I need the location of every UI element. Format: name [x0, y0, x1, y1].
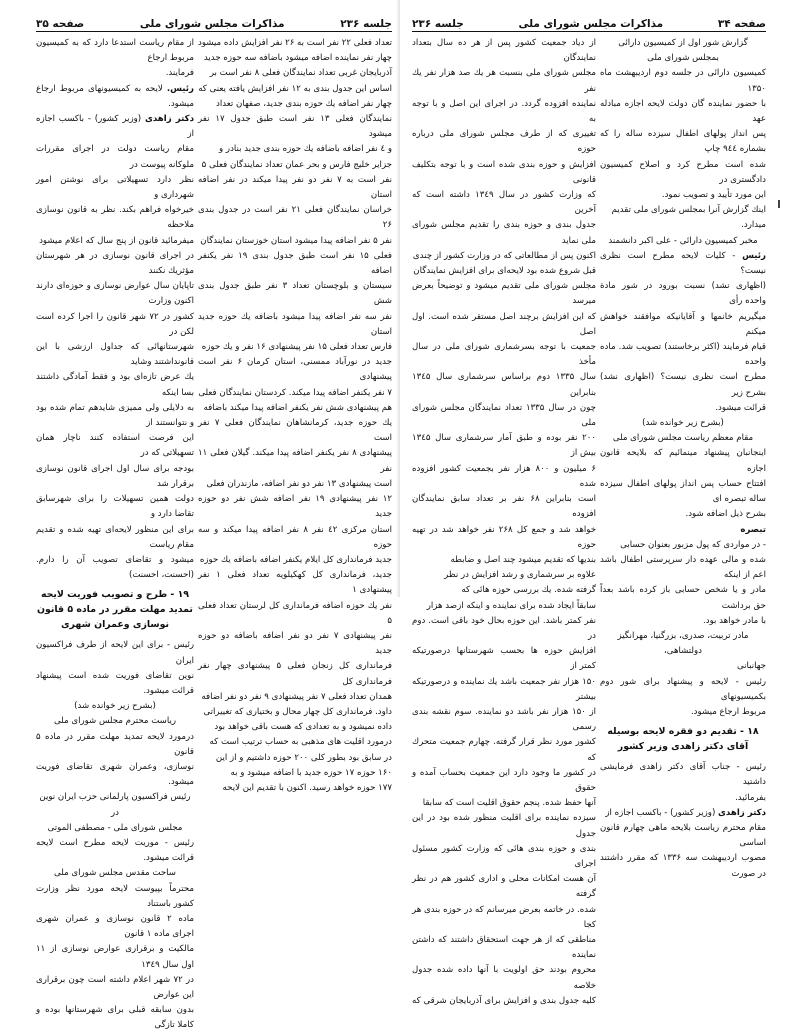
text-line: مجلس شورای ملی بنسبت هر یك صد هزار نفر یك نفر: [412, 68, 596, 94]
addressee: ریاست محترم مجلس شورای ملی: [54, 716, 176, 727]
text-line: ۱۶۰ حوزه ۱۷ حوزه جدید با اضافه میشود و به: [230, 767, 392, 778]
text-line: (اظهاری نشد) نسبت بورود در شور مادة واحده رأی: [600, 281, 766, 307]
text-line: نفر است به ۷ نفر دو نفر پیدا میکند در نفر اضافه استان: [198, 174, 393, 201]
section-heading-19: ۱۹ - طرح و تصویب فوریت لایحه تمدید مهلت مقرر در ماده ۵ قانون نوسازی وعمران شهری: [37, 589, 193, 631]
announcement: رئیس - موریت لایحه مطرح است لایحه قرائت میشود.: [36, 837, 194, 864]
text-line: کشور در ۷۲ شهر قانون را اجرا کرده است لکن در: [36, 311, 194, 337]
read-note: (بشرح زیر خوانده شد): [74, 701, 156, 712]
text-line: شده و مالی عهده دار سرپرستی اطفال باشد اعم از اینکه: [600, 554, 766, 581]
page-number: صفحه ۳۴: [717, 18, 766, 30]
text-line: چهار نفر اضافه یك حوزه بندی جدید، صفهان تعداد: [216, 98, 392, 109]
text-line: میدارد.: [741, 220, 766, 231]
text-line: ۱۵۰ هزار نفر جمعیت باشد یك نماینده و درصورتیکه بیشتر: [412, 676, 596, 702]
text-line: میگیریم خانمها و آقایانیکه موافقند خواهش میکنم: [600, 311, 766, 337]
text-line: بودجه برای سال اول اجرای قانون نوسازی برقرار شد: [36, 463, 194, 489]
signature: [36, 790, 194, 836]
paragraph: [600, 760, 766, 806]
text-line: و ٤ نفر اضافه باضافه یك حوزه بندی جدید بنادر و: [219, 144, 392, 155]
scan-mark: [778, 200, 780, 208]
text-line: رئیس فراکسیون پارلمانی حزب ایران نوین در: [39, 792, 191, 818]
text-line: بندیها که تقدیم میشود چند اصل و ضابطه: [450, 554, 596, 565]
text-line: مادر و یا شخص حسابی باز کرده باشد بعداً حق برداشت: [600, 585, 766, 611]
text-line: مصوب اردیبهشت سه ۱۳۳۶ که مقرر داشتند در صورت: [600, 853, 766, 879]
text-line: است پیشنهادی ۱۳ نفر دو نفر اضافه، مازندران فعلی: [206, 478, 392, 489]
text-line: رئیس - جناب آقای دکتر زاهدی فرمایشی داشتید: [600, 762, 766, 788]
text-line: سال ۱۳۳۵ دوم براساس سرشماری سال ۱۳٤۵ بنابراین: [412, 372, 596, 398]
text-line: استان مرکزی ٤۲ نفر ۸ نفر اضافه پیدا میکند و سه حوزه: [198, 524, 393, 550]
text-line: بندی و حوزه بندی هائی که وزارت کشور مسئول اجرای: [412, 843, 596, 869]
note-body: [600, 538, 766, 629]
running-title: مذاکرات مجلس شورای ملی: [139, 18, 285, 30]
text-line: جدید در نورآباد ممسنی، استان کرمان ۶ نفر است پیشنهادی: [198, 357, 392, 383]
text-line: که این افزایش برچند اصل مستقر شده است. اول اصل: [412, 311, 596, 337]
text-line: علاوه بر سرشماری و رشد افزایش در نظر: [444, 570, 596, 581]
text-line: فعلی ۱۵ نفر است طبق جدول بندی ۱۹ نفر یکنفر اضافه: [198, 250, 392, 277]
text-line: فرمانداری کل زنجان فعلی ۵ پیشنهادی چهار نفر فرمانداری کل: [198, 661, 392, 687]
text-line: آن هست امکانات محلی و اداری کشور هم در نظر گرفته: [412, 874, 596, 900]
text-line: در ۷۲ شهر اعلام داشته است چون برقراری این عوارض: [36, 974, 194, 1000]
session-number: جلسه ۲۳۶: [412, 18, 464, 30]
report-body: [600, 66, 766, 233]
header-rule: [412, 31, 766, 32]
text-line: تاپایان سال عوارض نوسازی و حوزه‌ای دارند اکنون وزارت: [36, 281, 194, 307]
text-line: اینك گزارش آنرا بمجلس شورای ملی تقدیم: [611, 205, 766, 216]
text-line: کلیه جدول بندی و افزایش برای آذربایجان شرقی که: [412, 995, 596, 1006]
text-line: در سابق بود بطور کلی ۲۰۰ حوزه داشتیم و از این: [215, 752, 392, 763]
text-line: ۱۷۷ حوزه خواهد رسید. اکنون با تقدیم این لایحه: [222, 782, 392, 793]
header-rule: [36, 31, 392, 32]
text-line: مربوط ارجاع میشود.: [690, 706, 766, 717]
text-line: بفرمائید.: [735, 792, 766, 803]
text-line: خواهد شد و جمع کل ۲۶۸ نفر خواهد شد در تهیه حوزه: [412, 524, 596, 550]
read-note: (بشرح زیر خوانده شد): [642, 418, 724, 429]
text-line: برای این منظور لایحه‌ای تهیه شده و تقدیم مقام ریاست: [36, 524, 194, 550]
right-page-right-column: [600, 36, 766, 882]
note-paragraph: [600, 523, 766, 538]
note-label: تبصره: [740, 524, 766, 535]
text-line: با مادر خواهد بود.: [703, 615, 766, 626]
request-paragraph: [36, 730, 194, 791]
text-line: نفر سه نفر اضافه پیدا میشود باضافه یك حوزه جدید استان: [198, 311, 392, 337]
text-line: محترماً بپیوست لایحه مورد نظر وزارت کشور باستناد: [36, 883, 194, 909]
text-line: آذربایجان غربی تعداد نمایندگان فعلی ۸ نفر است بر: [209, 68, 392, 79]
paragraph: [36, 882, 194, 1034]
paragraph: رئیس - کلیات لایحه مطرح است نظری نیست؟: [600, 250, 766, 277]
text-line: یك عرض تازه‌ای بود و فقط آمادگی داشتند بسا اینکه: [36, 372, 194, 398]
addressee: ساحت مقدس مجلس شورای ملی: [54, 868, 176, 879]
text-line: تغییری که از طرف مجلس شورای ملی درباره حوزه: [412, 129, 596, 155]
intro-paragraph: [36, 36, 194, 82]
text-line: اکنون پس از مطالعاتی که در وزارت کشور از چندی: [412, 250, 596, 261]
text-line: ۶ میلیون و ۸۰۰ هزار نفر بجمعیت کشور افزوده شده: [412, 463, 596, 489]
text-line: آنها حفظ شده. پنجم حقوق اقلیت است که سابقا: [422, 798, 596, 809]
left-page-left-column: [36, 36, 194, 1034]
text-line: گزارش شور اول از کمیسیون دارائی: [618, 38, 748, 48]
signers-cont: جهانبانی: [736, 661, 766, 672]
text-line: نمایندگان فعلی ۱۳ نفر است طبق جدول ۱۷ نفر میشود: [198, 114, 392, 140]
text-line: شده است مطرح کرد و اصلاح کمیسیون دادگستری در: [600, 159, 766, 185]
text-line: تعداد فعلی ۲۲ نفر است به ۲۶ نفر افزایش داده میشود: [198, 38, 392, 48]
paragraph: [600, 279, 766, 416]
proposal: [600, 446, 766, 522]
text-line: ۷ نفر یکنفر اضافه پیدا میکند. کردستان نمایندگان فعلی: [198, 387, 392, 398]
left-page-right-column: [198, 36, 392, 796]
text-line: مقام ریاست دولت در اجرای مقررات ملوکانه پیوست در: [36, 144, 194, 170]
text-line: کشور مورد نظر قرار گرفته. چهارم جمعیت متحرك که: [412, 737, 596, 763]
text-line: قرائت میشود.: [715, 402, 766, 413]
paragraph: [600, 675, 766, 721]
text-line: جدول بندی و حوزه بندی را تقدیم مجلس شورای ملی نماید: [412, 220, 596, 246]
text-line: قبل شروع شده بود لایحه‌ای برای افزایش نمایندگان: [413, 266, 596, 277]
text-line: نفر کمتر باشد. این حوزه بحال خود باقی است. دوم در: [412, 615, 596, 641]
text-line: اینجانبان پیشنهاد مینمائیم که بلایحه قانون اجازه: [600, 448, 766, 474]
text-line: از ۱۵۰ هزار نفر باشد دو نماینده. سوم نقشه بندی رسمی: [412, 706, 596, 733]
text-line: مجلس شورای ملی تقدیم میشود و توضیحاً بعرض میرسد: [412, 281, 596, 307]
text-line: سیزده نماینده برای اقلیت منظور شده بود در این جدول: [412, 813, 596, 839]
speaker-name: دکتر زاهدی: [718, 807, 766, 818]
text-line: کمیسیون دارائی در جلسه دوم اردیبهشت ماه ۱۳۵۰: [600, 68, 766, 94]
text-line: دولت همین تسهیلات را برای شهرسابق تقاضا دارد و: [36, 494, 194, 520]
paragraph: [36, 638, 194, 699]
paragraph: [600, 821, 766, 882]
page-number: صفحه ۳۵: [36, 18, 85, 30]
text-line: درمورد لایحه تمدید مهلت مقرر در ماده ۵ قانون: [36, 731, 194, 757]
text-line: بدون سابقه قبلی برای شهرستانها بوده و کاملا تازگی: [36, 1005, 194, 1031]
text-line: است بنابراین ۶۸ نفر بر تعداد سابق نمایندگان افزوده: [412, 494, 596, 520]
text-line: مالکیت و برقراری عوارض نوسازی از ۱۱ اول سال ۱۳٤۹: [36, 944, 194, 970]
text-line: داود. فرمانداری کل چهار محال و بختیاری که تغییراتی: [203, 706, 392, 717]
text-line: چون در سال ۱۳۳۵ تعداد نمایندگان مجلس شورای ملی: [412, 402, 596, 429]
text-line: نفر پیشنهادی ۷ نفر دو نفر اضافه باضافه دو حوزه جدید: [198, 630, 392, 657]
text-line: میشود و تقاضای تصویب آن را دارم. (احسنت، احسنت): [36, 554, 194, 581]
text-line: مجلس شورای ملی - مصطفی الموتی: [47, 822, 183, 833]
section-heading-18: ۱۸ - تقدیم دو فقره لایحه بوسیله آقای دکتر زاهدی وزیر کشور: [607, 726, 759, 753]
text-line: بشرح ذیل اضافه شود.: [685, 509, 766, 520]
text-line: خراسان نمایندگان فعلی ۲۱ نفر است در جدول بندی ۲۶: [198, 205, 392, 231]
text-line: جدید، فرمانداری کل کهکیلویه تعداد فعلی ۱ نفر پیشنهادی ۱: [198, 570, 392, 596]
text-line: رئیس - لایحه و پیشنهاد برای شور دوم بکمیسیونهای: [600, 676, 766, 702]
text-line: چهار نفر نماینده اضافه میشود باضافه سه حوزه جدید: [203, 53, 392, 64]
running-title: مذاکرات مجلس شورای ملی: [518, 18, 664, 30]
text-line: سابقاً ایجاد شده برای نماینده و اینکه ازصد هزار: [426, 600, 596, 611]
text-line: میفرمائید قانون از پنج سال که اعلام میشود: [39, 235, 194, 246]
text-line: جمعیت با توجه بسرشماری شورای ملی در سال مأخذ: [412, 342, 596, 368]
text-line: رئیس - برای این لایحه از طرف فراکسیون ایران: [36, 640, 194, 666]
text-line: این مورد تأیید و تصویب نمود.: [661, 190, 766, 201]
text-line: ۱۲ نفر پیشنهادی ۱۹ نفر اضافه شش نفر دو حوزه جدید: [198, 494, 392, 520]
speaker-name: رئیس: [742, 250, 766, 261]
paragraph: دکتر زاهدی (وزیر کشور) - باکسب اجازه از: [36, 114, 195, 140]
text-line: با حضور نماینده گان دولت لایحه اجازه مبادله عهد: [600, 98, 766, 125]
text-line: جزایر خلیج فارس و بحر عمان تعداد نمایندگان فعلی ۵: [201, 159, 392, 170]
text-line: مقام محترم ریاست بلایحه ماهی چهارم قانون اساسی: [600, 822, 766, 849]
text-line: خیرخواه فراهم بکند. نظر به قانون نوسازی ملاحظه: [36, 205, 194, 231]
text-line: سیستان و بلوچستان تعداد ۳ نفر طبق جدول بندی شش: [198, 281, 392, 307]
signers: مادر تربیت، صدری، بزرگنیا، مهرانگیز دولتشاهی،: [617, 630, 749, 657]
text-line: نظر دارد تسهیلاتی برای نوشتن امور شهرداری و: [36, 174, 194, 201]
text-line: مناطقی که از هر جهت استحقاق داشتند که داشتن نماینده: [412, 934, 596, 961]
paragraph: رئیس. لایحه به کمیسیونهای مربوط ارجاع میشود.: [36, 83, 194, 109]
text-line: نفر ۵ نفر اضافه پیدا میشود استان خوزستان نمایندگان: [200, 235, 392, 246]
text-line: ماده ۲ قانون نوسازی و عمران شهری اجرای ماده ۱ قانون: [36, 913, 194, 940]
text-line: ۲۰۰ نفر بوده و طبق آمار سرشماری سال ۱۳٤۵ بیش از: [412, 433, 596, 459]
text-line: افتتاح حساب پس انداز پولهای اطفال سیزده ساله تبصره ای: [600, 478, 766, 505]
text-line: نفر یك حوزه اضافه فرمانداری کل لرستان تعداد فعلی ۵: [198, 600, 392, 626]
speaker-name: دکتر زاهدی: [144, 114, 195, 125]
text-line: که وزارت کشور در سال ۱۳٤۹ داشته است که آخرین: [412, 190, 596, 216]
text-line: یك حوزه جدید، کرمانشاهان نمایندگان فعلی ۷ نفر است: [198, 418, 392, 444]
text-line: - در مواردی که پول مزبور بعنوان حسابی: [620, 539, 766, 550]
text-line: بمجلس شورای ملی: [647, 53, 719, 64]
text-line: به دلایلی ولی ممیزی شایدهم تمام شده بود و نتوانستند از: [36, 402, 194, 429]
text-line: نماینده افزوده گردد. در اجرای این اصل و با توجه به: [412, 98, 596, 125]
text-line: پیشنهادی ۸ نفر یکنفر اضافه پیدا میکند. گیلان فعلی ۱۱ نفر: [198, 448, 392, 474]
right-page-header: [412, 16, 766, 30]
speaker-name: رئیس.: [166, 83, 194, 94]
left-page: [0, 0, 400, 1031]
text-line: همدان تعداد فعلی ۷ نفر پیشنهادی ۹ نفر دو نفر اضافه: [201, 691, 392, 702]
text-line: در کشور ما وجود دارد این جمعیت بحساب آمده و حقوق: [412, 767, 596, 793]
text-line: داده نمیشود و به تعدادی که هست باقی خواهد بود: [214, 722, 392, 733]
speech-body: [36, 142, 194, 583]
signer: مخبر کمیسیون دارائی - علی اکبر دانشمند: [608, 235, 758, 246]
text-line: نوسازی، وعمران شهری تقاضای فوریت میشود.: [36, 761, 194, 788]
text-line: قیام فرمایند (اکثر برخاستند) تصویب شد. ماده واحده: [600, 342, 766, 368]
text-line: این فرصت استفاده کنند ناچار همان تسهیلاتی که در: [36, 433, 194, 459]
text-line: محروم بودند حق اولویت با آنها داده شده جدول خلاصه: [412, 965, 596, 991]
text-line: درمورد اقلیت های مذهبی به حساب ترتیب است که: [209, 737, 392, 748]
text-line: پس انداز پولهای اطفال سیزده ساله را که بشماره ۹٤٤ چاپ: [600, 129, 766, 155]
text-line: مطرح است نظری نیست؟ (اظهاری نشد) بشرح زیر: [600, 372, 766, 398]
text-line: در اجرای قانون نوسازی در هر شهرستان مؤثریك نکنند: [36, 250, 194, 277]
session-number: جلسه ۲۳۶: [340, 18, 392, 30]
text-line: فارس تعداد فعلی ۱۵ نفر پیشنهادی ۱۶ نفر و یك حوزه: [201, 342, 392, 353]
text-line: از دیاد جمعیت کشور پس از هر ده سال بتعداد نمایندگان: [412, 38, 596, 64]
paragraph: دکتر زاهدی (وزیر کشور) - باکسب اجازه از: [605, 807, 766, 818]
right-page-left-column: [412, 36, 596, 1009]
text-line: افزایش و حوزه بندی شده است و با توجه بتکلیف قانونی: [412, 159, 596, 185]
text-line: جدید فرمانداری کل ایلام یکنفر اضافه باضافه یك حوزه: [199, 554, 392, 565]
text-line: شهرستانهائی که جداول ارزشی با این قانونداشتند وشاید: [36, 342, 194, 368]
text-line: شده. در خاتمه بعرض میرسانم که در حوزه بندی هر کجا: [412, 904, 596, 930]
right-page: [400, 0, 800, 1006]
text-line: هم پیشنهادی شش نفر یکنفر اضافه پیدا میکند باضافه: [203, 402, 392, 413]
text-line: فرمایند.: [165, 68, 194, 79]
text-line: افزایش حوزه ها بحسب شهرستانها درصورتیکه کمتر از: [412, 646, 596, 672]
left-page-header: [36, 16, 392, 30]
report-title: [600, 36, 766, 66]
addressee: مقام معظم ریاست مجلس شورای ملی: [612, 433, 754, 444]
text-line: از مقام ریاست استدعا دارد که به کمیسیون مربوط ارجاع: [36, 38, 194, 64]
text-line: اساس این جدول بندی به ۱۲ نفر افزایش یافته یعنی که: [198, 83, 392, 94]
text-line: نوین تقاضای فوریت شده است پیشنهاد قرائت میشود.: [36, 670, 194, 696]
text-line: گرفته شده. یك بررسی حوزه هائی که: [461, 585, 596, 596]
